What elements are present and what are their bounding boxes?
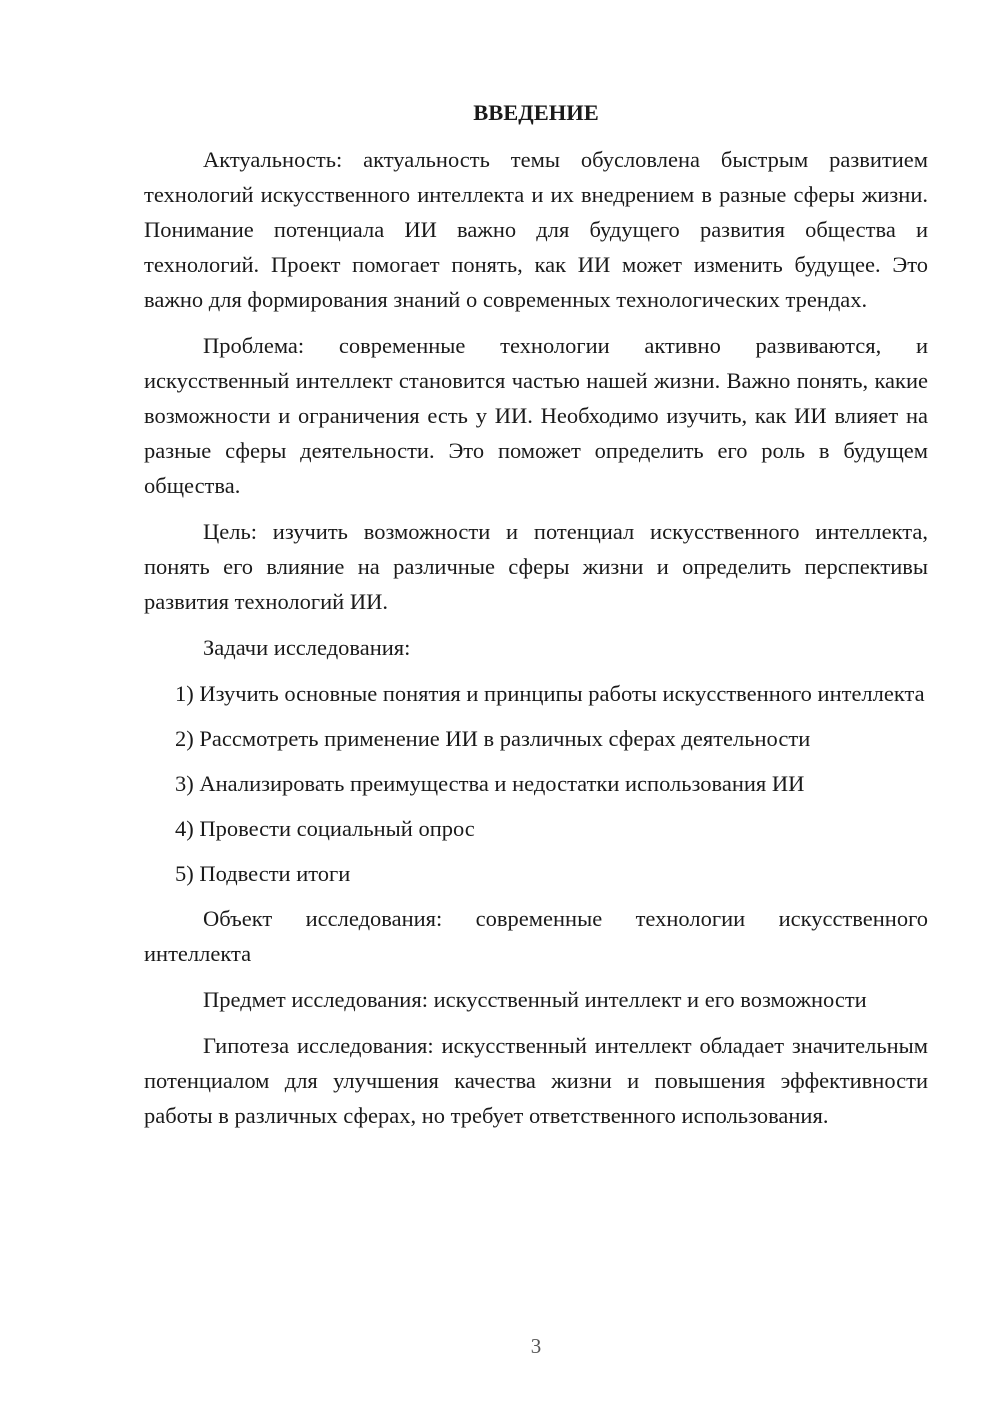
paragraph-object: Объект исследования: современные технологии искусственного интеллекта: [144, 906, 928, 966]
page-number: 3: [530, 1334, 542, 1358]
list-item-task-4: 4) Провести социальный опрос: [175, 816, 475, 841]
page-title: ВВЕДЕНИЕ: [473, 100, 599, 125]
paragraph-relevance: Актуальность: актуальность темы обусловлена быстрым развитием технологий искусственного интеллекта и их внедрением в разные сферы жизни. Понимание потенциала ИИ важно для будущего развития общества и технологий. Проект помогает понять, как ИИ может изменить будущее. Это важно для формирования знаний о современных технологических трендах.: [144, 147, 928, 312]
paragraph-hypothesis: Гипотеза исследования: искусственный интеллект обладает значительным потенциалом для улучшения качества жизни и повышения эффективности работы в различных сферах, но требует ответственного использования.: [144, 1033, 928, 1128]
paragraph-subject: Предмет исследования: искусственный интеллект и его возможности: [203, 987, 867, 1012]
paragraph-tasks-heading: Задачи исследования:: [203, 635, 411, 660]
paragraph-problem: Проблема: современные технологии активно развиваются, и искусственный интеллект становится частью нашей жизни. Важно понять, какие возможности и ограничения есть у ИИ. Необходимо изучить, как ИИ влияет на разные сферы деятельности. Это поможет определить его роль в будущем общества.: [144, 333, 928, 498]
list-item-task-2: 2) Рассмотреть применение ИИ в различных сферах деятельности: [175, 726, 811, 751]
paragraph-goal: Цель: изучить возможности и потенциал искусственного интеллекта, понять его влияние на различные сферы жизни и определить перспективы развития технологий ИИ.: [144, 519, 928, 614]
list-item-task-3: 3) Анализировать преимущества и недостатки использования ИИ: [175, 771, 805, 796]
list-item-task-1: 1) Изучить основные понятия и принципы работы искусственного интеллекта: [175, 681, 925, 706]
list-item-task-5: 5) Подвести итоги: [175, 861, 351, 886]
page-content: [144, 95, 928, 1144]
